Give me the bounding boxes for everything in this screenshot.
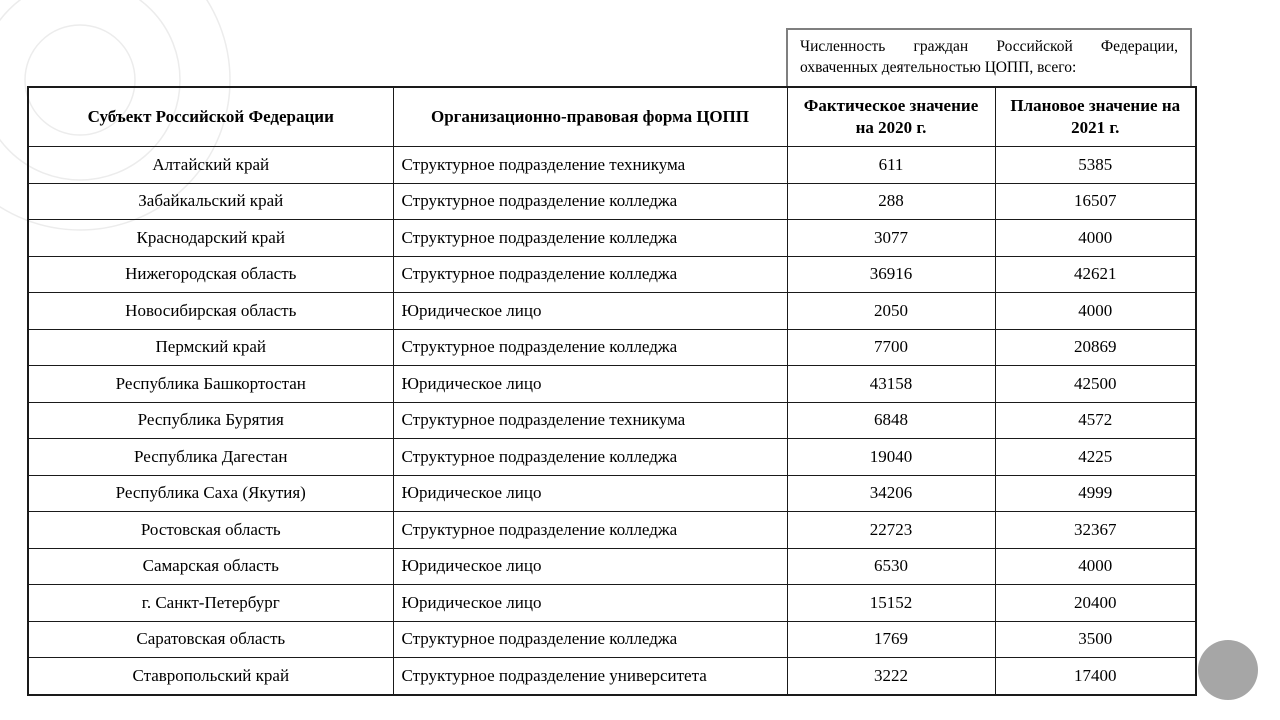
cell-form: Юридическое лицо: [393, 548, 787, 585]
cell-region: Нижегородская область: [28, 256, 393, 293]
table-row: [28, 256, 1196, 293]
cell-planned-2021: 4000: [995, 548, 1196, 585]
table-row: [28, 548, 1196, 585]
cell-actual-2020: 6848: [787, 402, 995, 439]
cell-form: Структурное подразделение колледжа: [393, 512, 787, 549]
table-row: [28, 475, 1196, 512]
cell-form: Структурное подразделение колледжа: [393, 439, 787, 476]
cell-region: Республика Бурятия: [28, 402, 393, 439]
table-row: [28, 293, 1196, 330]
cell-planned-2021: 5385: [995, 147, 1196, 184]
cell-actual-2020: 1769: [787, 621, 995, 658]
cell-actual-2020: 22723: [787, 512, 995, 549]
decorative-circle: [1198, 640, 1258, 700]
cell-actual-2020: 15152: [787, 585, 995, 622]
cell-actual-2020: 3077: [787, 220, 995, 257]
table-header-row: [28, 87, 1196, 147]
cell-region: Новосибирская область: [28, 293, 393, 330]
cell-planned-2021: 4225: [995, 439, 1196, 476]
table-row: [28, 621, 1196, 658]
cell-actual-2020: 611: [787, 147, 995, 184]
cell-planned-2021: 4572: [995, 402, 1196, 439]
cell-actual-2020: 19040: [787, 439, 995, 476]
cell-planned-2021: 42500: [995, 366, 1196, 403]
cell-region: Краснодарский край: [28, 220, 393, 257]
cell-actual-2020: 288: [787, 183, 995, 220]
cell-region: Республика Саха (Якутия): [28, 475, 393, 512]
cell-form: Структурное подразделение колледжа: [393, 220, 787, 257]
cell-form: Структурное подразделение колледжа: [393, 183, 787, 220]
population-note: Численность граждан Российской Федерации, охваченных деятельностью ЦОПП, всего:: [786, 28, 1192, 86]
cell-region: Ставропольский край: [28, 658, 393, 695]
cell-form: Структурное подразделение колледжа: [393, 329, 787, 366]
cell-planned-2021: 4000: [995, 220, 1196, 257]
copp-table: [27, 86, 1197, 696]
cell-form: Юридическое лицо: [393, 293, 787, 330]
header-actual-2020: Фактическое значение на 2020 г.: [787, 87, 995, 147]
cell-region: Самарская область: [28, 548, 393, 585]
table-row: [28, 585, 1196, 622]
header-planned-2021: Плановое значение на 2021 г.: [995, 87, 1196, 147]
table-body: [28, 147, 1196, 695]
cell-actual-2020: 34206: [787, 475, 995, 512]
cell-region: Забайкальский край: [28, 183, 393, 220]
cell-planned-2021: 32367: [995, 512, 1196, 549]
cell-planned-2021: 4000: [995, 293, 1196, 330]
table-row: [28, 658, 1196, 695]
cell-form: Юридическое лицо: [393, 366, 787, 403]
cell-region: Алтайский край: [28, 147, 393, 184]
cell-form: Структурное подразделение техникума: [393, 402, 787, 439]
table-row: [28, 366, 1196, 403]
cell-region: г. Санкт-Петербург: [28, 585, 393, 622]
header-form: Организационно-правовая форма ЦОПП: [393, 87, 787, 147]
cell-region: Пермский край: [28, 329, 393, 366]
cell-form: Юридическое лицо: [393, 585, 787, 622]
cell-form: Юридическое лицо: [393, 475, 787, 512]
cell-actual-2020: 43158: [787, 366, 995, 403]
table-row: [28, 329, 1196, 366]
cell-form: Структурное подразделение колледжа: [393, 256, 787, 293]
cell-region: Республика Дагестан: [28, 439, 393, 476]
cell-region: Саратовская область: [28, 621, 393, 658]
cell-actual-2020: 7700: [787, 329, 995, 366]
table-row: [28, 402, 1196, 439]
table-row: [28, 183, 1196, 220]
cell-actual-2020: 3222: [787, 658, 995, 695]
cell-planned-2021: 4999: [995, 475, 1196, 512]
cell-planned-2021: 20400: [995, 585, 1196, 622]
cell-form: Структурное подразделение колледжа: [393, 621, 787, 658]
header-region: Субъект Российской Федерации: [28, 87, 393, 147]
cell-form: Структурное подразделение университета: [393, 658, 787, 695]
cell-planned-2021: 3500: [995, 621, 1196, 658]
cell-planned-2021: 16507: [995, 183, 1196, 220]
cell-planned-2021: 42621: [995, 256, 1196, 293]
cell-region: Ростовская область: [28, 512, 393, 549]
table-row: [28, 439, 1196, 476]
cell-actual-2020: 2050: [787, 293, 995, 330]
cell-planned-2021: 17400: [995, 658, 1196, 695]
table-row: [28, 512, 1196, 549]
cell-form: Структурное подразделение техникума: [393, 147, 787, 184]
cell-actual-2020: 6530: [787, 548, 995, 585]
cell-region: Республика Башкортостан: [28, 366, 393, 403]
cell-actual-2020: 36916: [787, 256, 995, 293]
table-row: [28, 220, 1196, 257]
cell-planned-2021: 20869: [995, 329, 1196, 366]
table-row: [28, 147, 1196, 184]
